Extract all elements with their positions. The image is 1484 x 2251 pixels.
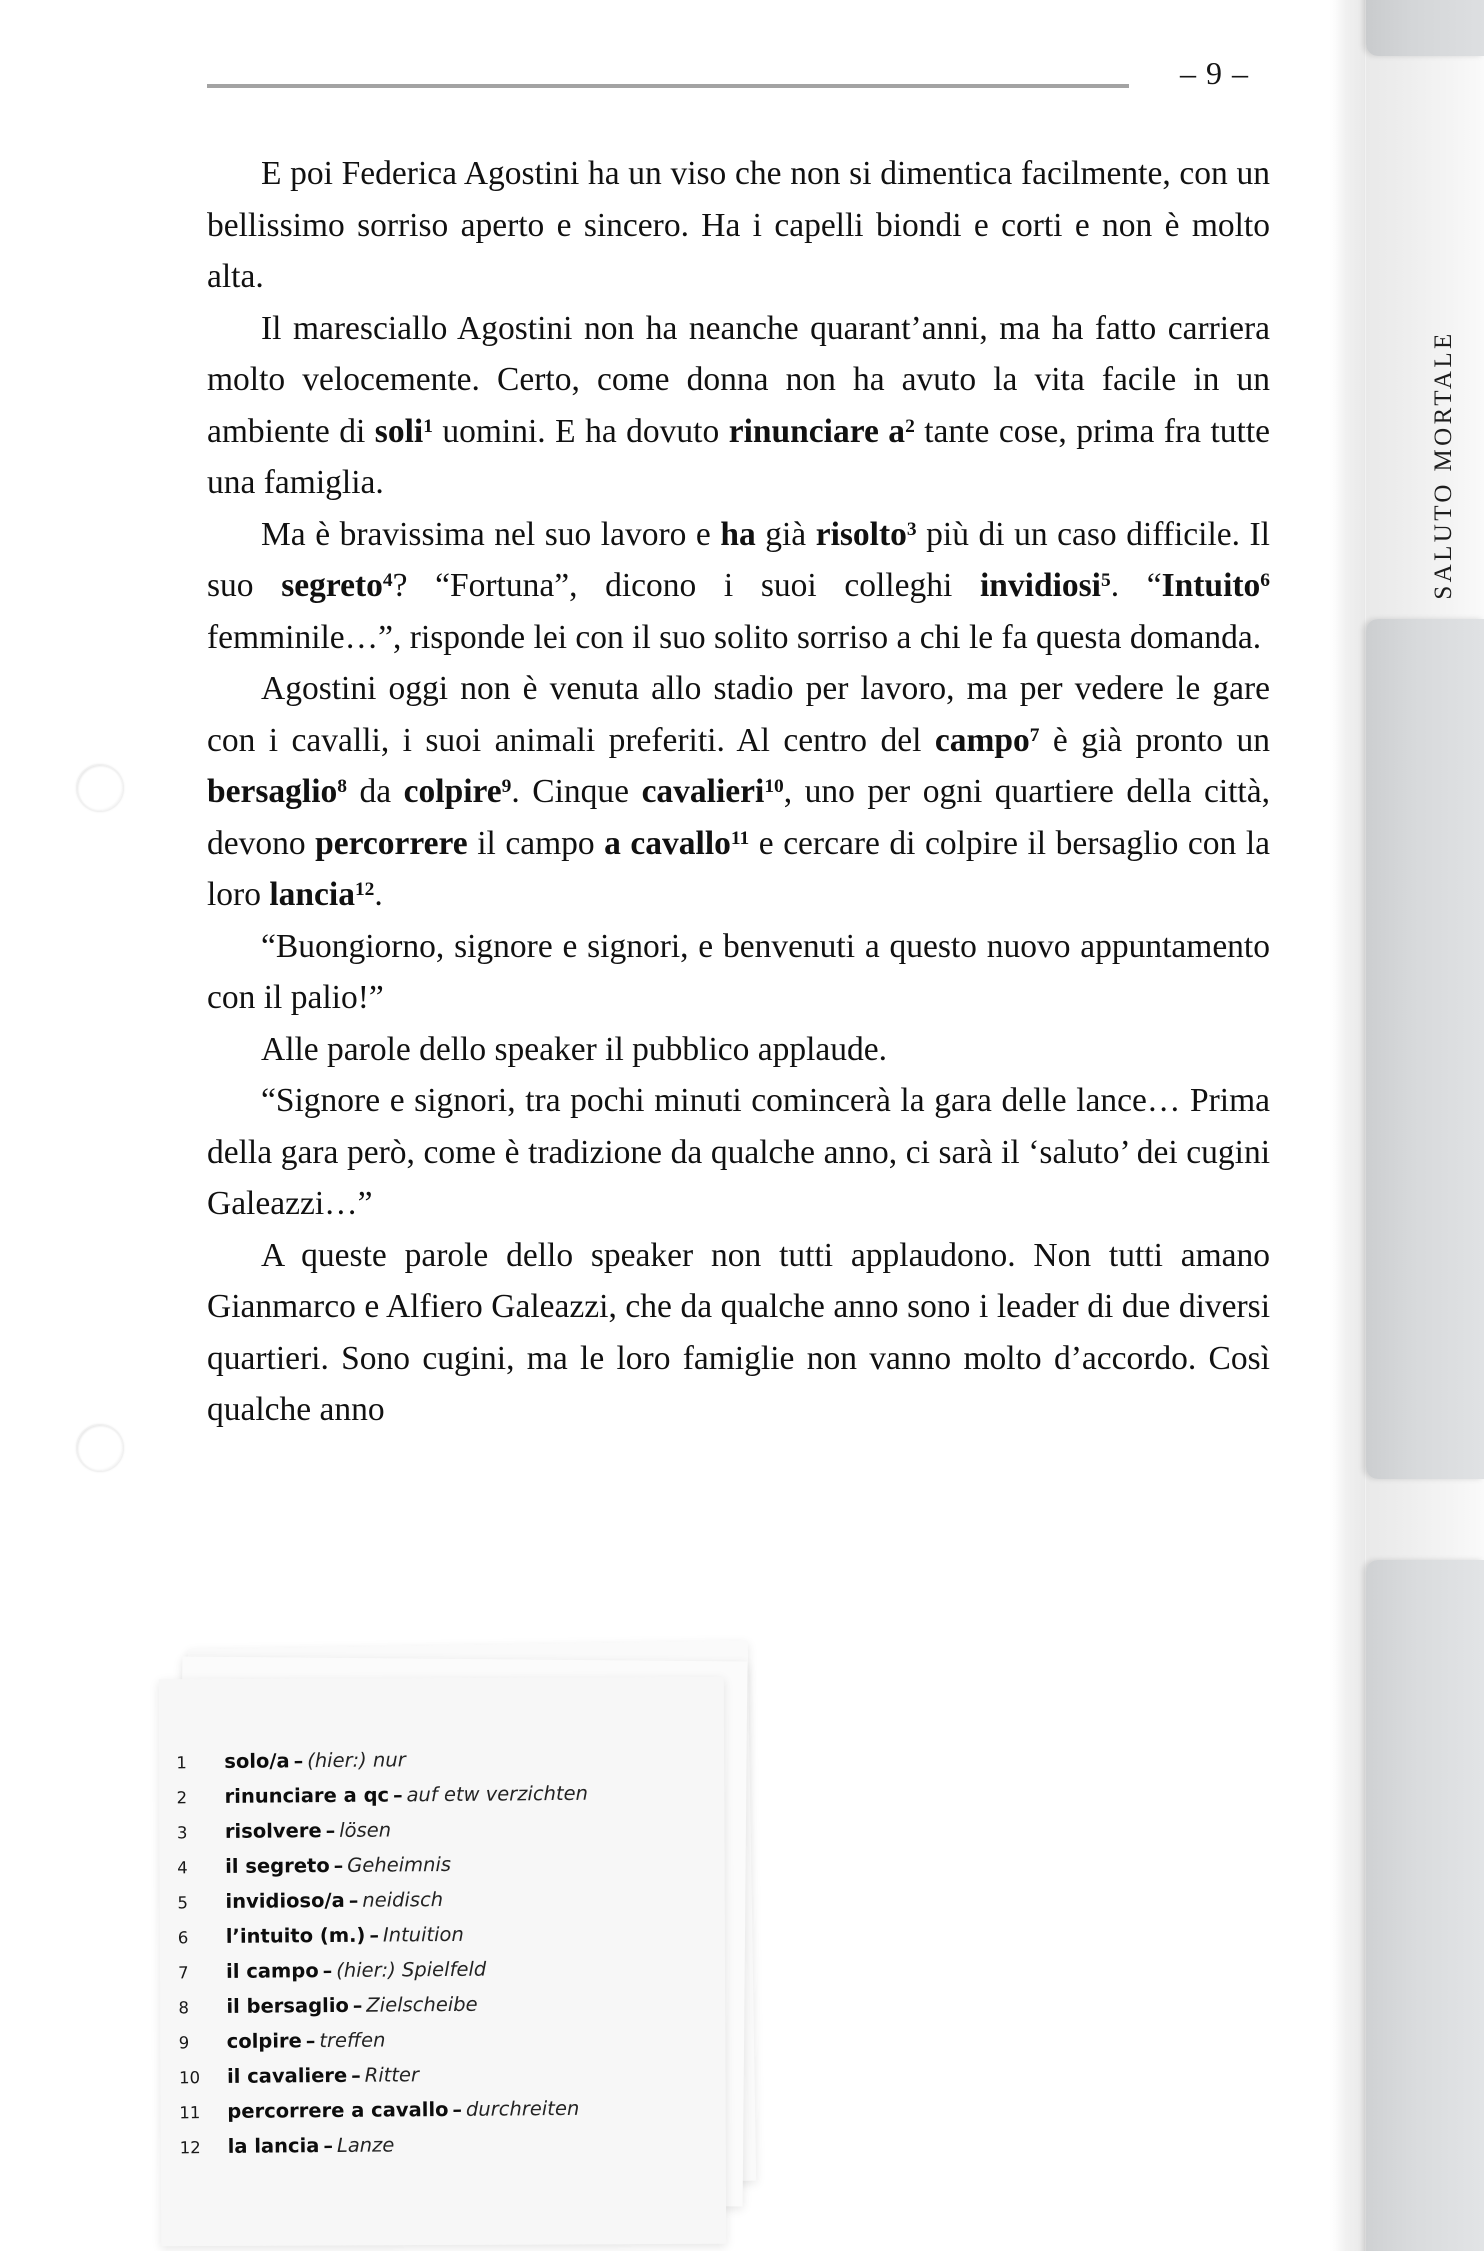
text-run: E poi Federica Agostini ha un viso che non si dimentica facilmente, con un bellissimo sorriso aperto e sincero. Ha i capelli biondi e corti e non è molto alta. xyxy=(207,155,1270,295)
glossary-entry-number: 7 xyxy=(178,1963,189,1983)
vocab-term: colpire xyxy=(403,773,502,810)
glossary-entry-number: 9 xyxy=(178,2033,190,2053)
vocab-term: soli xyxy=(374,412,424,450)
glossary-list xyxy=(176,1742,725,2167)
footnote-marker[interactable]: 11 xyxy=(730,827,750,849)
text-run: , uno per ogni quartiere della città, devono xyxy=(207,773,1270,862)
glossary-entry-translation: durchreiten xyxy=(465,2096,580,2121)
glossary-entry-number: 6 xyxy=(177,1928,189,1948)
body-paragraph xyxy=(207,1024,1270,1076)
vocab-term: rinunciare a xyxy=(728,412,906,450)
glossary-entry-term: risolvere xyxy=(224,1819,322,1843)
glossary-entry-term: l’intuito (m.) xyxy=(225,1923,366,1948)
text-run: “Buongiorno, signore e signori, e benvenuti a questo nuovo appuntamento con il palio!” xyxy=(207,927,1270,1016)
glossary-entry-number: 5 xyxy=(177,1893,189,1913)
footnote-marker[interactable]: 4 xyxy=(382,569,393,591)
glossary-entry-term: la lancia xyxy=(227,2134,320,2158)
glossary-entry-dash: – xyxy=(323,2134,334,2158)
glossary-entry-dash: – xyxy=(293,1750,304,1773)
body-text xyxy=(207,148,1270,1436)
glossary-entry-translation: auf etw verzichten xyxy=(406,1781,589,1807)
glossary-entry-term: il campo xyxy=(226,1959,319,1983)
glossary-entry xyxy=(177,1847,722,1884)
glossary-entry-translation: Intuition xyxy=(382,1922,464,1947)
glossary-entry-translation: neidisch xyxy=(362,1888,444,1912)
index-tab-lower[interactable] xyxy=(1366,619,1484,1479)
footnote-marker[interactable]: 3 xyxy=(906,518,917,540)
glossary-entry-term: rinunciare a qc xyxy=(224,1783,390,1808)
glossary-entry-dash: – xyxy=(325,1819,336,1843)
glossary-entry-translation: treffen xyxy=(319,2028,386,2053)
glossary-entry-number: 11 xyxy=(179,2103,201,2123)
glossary-entry-number: 4 xyxy=(177,1858,188,1878)
side-tab-title xyxy=(1424,255,1464,675)
text-run: Ma è bravissima nel suo lavoro e xyxy=(261,515,721,553)
glossary-entry-translation: (hier:) nur xyxy=(307,1748,406,1773)
side-tab-title-text: SALUTO MORTALE xyxy=(1430,330,1457,600)
vocab-term: segreto xyxy=(281,567,383,604)
glossary-entry-term: percorrere a cavallo xyxy=(227,2097,449,2123)
glossary-entry-translation: Ritter xyxy=(364,2063,420,2087)
index-tab-lowest[interactable] xyxy=(1366,1560,1484,2251)
glossary-entry xyxy=(179,2022,724,2059)
footnote-marker[interactable]: 10 xyxy=(764,775,784,797)
text-run: uomini. E ha dovuto xyxy=(432,412,729,450)
glossary-entry-number: 12 xyxy=(179,2138,201,2158)
text-run: e cercare di colpire il bersaglio con la loro xyxy=(207,824,1271,913)
book-binding xyxy=(1330,0,1484,2251)
glossary-entry-term: colpire xyxy=(226,2029,302,2053)
glossary-entry-number: 2 xyxy=(176,1788,188,1808)
binder-hole-upper xyxy=(76,764,124,812)
glossary-entry-translation: Geheimnis xyxy=(347,1852,452,1877)
glossary-entry-number: 10 xyxy=(178,2068,201,2088)
text-run: Agostini oggi non è venuta allo stadio per lavoro, ma per vedere le gare con i cavalli, i suoi animali preferiti. Al centro del xyxy=(207,670,1270,759)
glossary-entry-term: il cavaliere xyxy=(226,2063,348,2088)
vocab-term: bersaglio xyxy=(207,773,338,810)
binder-hole-lower xyxy=(76,1424,124,1472)
vocab-term: invidiosi xyxy=(979,567,1101,604)
index-tab-upper[interactable] xyxy=(1366,0,1484,56)
glossary-entry-term: invidioso/a xyxy=(225,1888,345,1913)
glossary-entry-dash: – xyxy=(351,2064,361,2087)
glossary-note-stack xyxy=(160,1645,780,2245)
glossary-entry xyxy=(178,1987,723,2024)
text-run: “Signore e signori, tra pochi minuti comincerà la gara delle lance… Prima della gara però, come è tradizione da qualche anno, ci sarà il ‘saluto’ dei cugini Galeazzi…” xyxy=(207,1082,1270,1222)
footnote-marker[interactable]: 8 xyxy=(337,775,347,797)
glossary-entry xyxy=(179,2057,724,2094)
text-run: A queste parole dello speaker non tutti applaudono. Non tutti amano Gianmarco e Alfiero Galeazzi, che da qualche anno sono i leader di due diversi quartieri. Sono cugini, ma le loro famiglie non vanno molto d’accordo. Così qualche anno xyxy=(207,1236,1270,1428)
body-paragraph xyxy=(207,921,1270,1024)
glossary-sheet-front xyxy=(159,1677,726,2246)
vocab-term: Intuito xyxy=(1161,567,1261,604)
glossary-entry-term: il bersaglio xyxy=(226,1993,349,2018)
footnote-marker[interactable]: 2 xyxy=(905,415,915,437)
glossary-entry-dash: – xyxy=(305,2030,316,2053)
glossary-entry-term: solo/a xyxy=(224,1749,290,1773)
footnote-marker[interactable]: 12 xyxy=(354,878,375,900)
page-header xyxy=(0,0,1330,120)
glossary-entry-translation: Lanze xyxy=(336,2133,395,2157)
footnote-marker[interactable]: 7 xyxy=(1029,724,1040,746)
text-run: . xyxy=(374,876,383,913)
footnote-marker[interactable]: 1 xyxy=(423,415,433,437)
vocab-term: ha xyxy=(720,515,756,553)
glossary-entry xyxy=(177,1882,722,1919)
glossary-entry-dash: – xyxy=(333,1854,344,1877)
glossary-entry xyxy=(178,1952,723,1989)
vocab-term: a cavallo xyxy=(604,824,731,862)
footnote-marker[interactable]: 5 xyxy=(1100,569,1111,591)
vocab-term: risolto xyxy=(815,515,907,553)
text-run: Il maresciallo Agostini non ha neanche quarant’anni, ma ha fatto carriera molto velocemente. Certo, come donna non ha avuto la vita facile in un ambiente di xyxy=(207,309,1270,450)
glossary-entry-translation: Zielscheibe xyxy=(366,1992,478,2017)
glossary-entry-dash: – xyxy=(352,1994,363,2017)
glossary-entry-dash: – xyxy=(322,1959,333,1983)
glossary-entry-number: 8 xyxy=(178,1998,190,2018)
glossary-entry-number: 1 xyxy=(176,1753,187,1773)
text-run: femminile…”, risponde lei con il suo solito sorriso a chi le fa questa domanda. xyxy=(207,618,1262,656)
glossary-entry xyxy=(177,1812,722,1849)
text-run: più di un caso difficile. Il suo xyxy=(207,515,1270,604)
glossary-entry-number: 3 xyxy=(176,1823,188,1843)
text-run: ? “Fortuna”, dicono i suoi colleghi xyxy=(392,567,980,604)
glossary-entry xyxy=(180,2127,725,2164)
glossary-entry-term: il segreto xyxy=(225,1854,330,1878)
glossary-entry-dash: – xyxy=(348,1889,359,1912)
glossary-entry-translation: (hier:) Spielfeld xyxy=(336,1957,487,1982)
text-run: tante cose, prima fra tutte una famiglia. xyxy=(207,412,1270,501)
page-number: – 9 – xyxy=(1180,55,1249,91)
glossary-entry-dash: – xyxy=(392,1784,403,1807)
glossary-entry-dash: – xyxy=(452,2098,463,2121)
text-run: . Cinque xyxy=(511,773,642,810)
glossary-entry xyxy=(179,2092,724,2129)
vocab-term: percorrere xyxy=(315,824,468,862)
vocab-term: campo xyxy=(934,721,1030,759)
body-paragraph xyxy=(207,148,1270,303)
body-paragraph xyxy=(207,663,1270,921)
glossary-entry xyxy=(178,1917,723,1954)
text-run: . “ xyxy=(1110,567,1162,604)
text-run: da xyxy=(347,773,404,810)
header-rule xyxy=(207,84,1129,88)
text-run: il campo xyxy=(467,824,605,862)
vocab-term: lancia xyxy=(269,876,355,913)
body-paragraph xyxy=(207,509,1270,664)
body-paragraph xyxy=(207,303,1270,509)
body-paragraph xyxy=(207,1075,1270,1230)
text-run: è già pronto un xyxy=(1039,721,1270,759)
text-run: Alle parole dello speaker il pubblico applaude. xyxy=(261,1030,888,1068)
footnote-marker[interactable]: 9 xyxy=(501,775,512,797)
vocab-term: cavalieri xyxy=(641,773,765,810)
text-run: già xyxy=(755,515,816,553)
glossary-entry-translation: lösen xyxy=(339,1818,392,1842)
footnote-marker[interactable]: 6 xyxy=(1260,569,1270,591)
glossary-entry xyxy=(176,1777,721,1814)
glossary-entry-dash: – xyxy=(369,1924,380,1947)
body-paragraph xyxy=(207,1230,1270,1436)
glossary-entry xyxy=(176,1742,721,1779)
